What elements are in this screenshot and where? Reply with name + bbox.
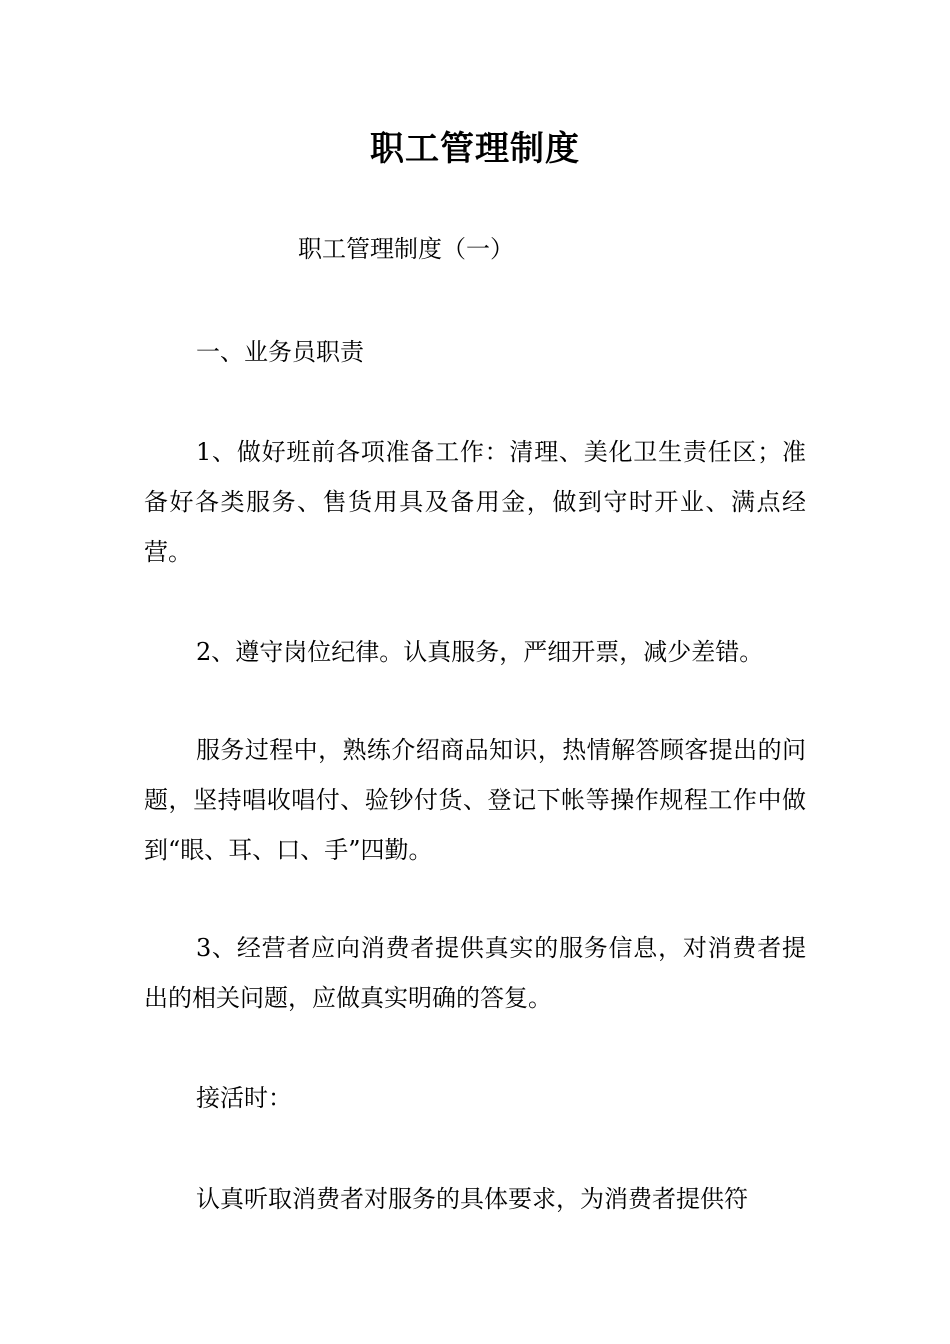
paragraph-receiving-work: 接活时：: [196, 1084, 292, 1112]
section-heading: 一、业务员职责: [196, 338, 364, 366]
paragraph-item-1: 1、做好班前各项准备工作：清理、美化卫生责任区；准备好各类服务、售货用具及备用金，做到守时开业、满点经营。: [144, 438, 806, 566]
document-title: 职工管理制度: [370, 129, 580, 169]
paragraph-item-2: 2、遵守岗位纪律。认真服务，严细开票，减少差错。: [196, 638, 764, 666]
paragraph-requirements: 认真听取消费者对服务的具体要求，为消费者提供符: [196, 1185, 748, 1213]
paragraph-item-3: 3、经营者应向消费者提供真实的服务信息，对消费者提出的相关问题，应做真实明确的答复。: [144, 934, 806, 1012]
document-subtitle: 职工管理制度（一）: [298, 235, 514, 263]
paragraph-service-process: 服务过程中，熟练介绍商品知识，热情解答顾客提出的问题，坚持唱收唱付、验钞付货、登记下帐等操作规程工作中做到“眼、耳、口、手”四勤。: [144, 736, 806, 864]
